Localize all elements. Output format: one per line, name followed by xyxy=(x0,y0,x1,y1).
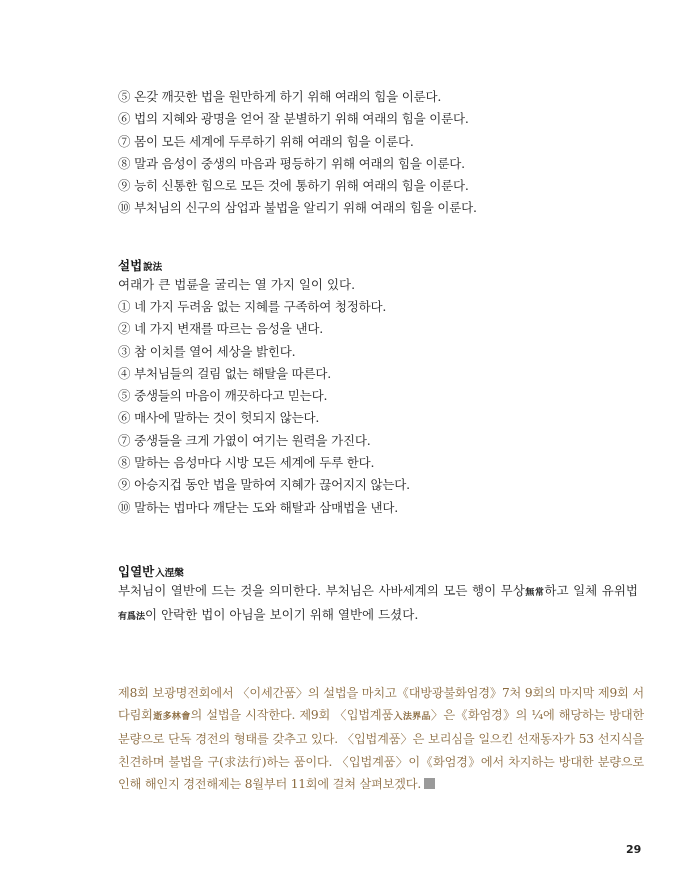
hanja-gloss: 逝多林會 xyxy=(152,712,191,723)
list-item: ⑥ 매사에 말하는 것이 헛되지 않는다. xyxy=(118,410,320,426)
list-item: ⑦ 중생들을 크게 가엾이 여기는 원력을 가진다. xyxy=(118,432,371,448)
section-heading-text: 입열반 xyxy=(118,564,155,579)
section-heading-hanja: 說法 xyxy=(143,262,163,273)
hanja-gloss: 有爲法 xyxy=(118,612,146,622)
section-heading-text: 설법 xyxy=(118,258,143,273)
paragraph-text: 하고 일체 유위법 xyxy=(544,583,638,598)
editor-note xyxy=(118,682,644,795)
list-item: ⑧ 말과 음성이 중생의 마음과 평등하기 위해 여래의 힘을 이룬다. xyxy=(118,155,465,171)
hanja-gloss: 入法界品 xyxy=(393,712,431,723)
note-text: 〉은《화엄경》의 ¼에 해당하는 방대한 분량으로 단독 경전의 형태를 갖추고 있다. 〈입법계품〉은 보리심을 일으킨 선재동자가 53 선지식을 친견하며 불법을 구(求法行)하는 품이다. 〈입법계품〉이《화엄경》에서 차지하는 방대한 분량으로 인해 해인지 경전해제는 8월부터 11회에 걸쳐 살펴보겠다. xyxy=(118,708,644,791)
list-item: ⑤ 온갖 깨끗한 법을 원만하게 하기 위해 여래의 힘을 이룬다. xyxy=(118,89,442,104)
section-heading-seolbeop xyxy=(118,256,162,274)
ipyeolban-paragraph xyxy=(118,580,638,628)
list-item: ⑩ 부처님의 신구의 삼업과 불법을 알리기 위해 여래의 힘을 이룬다. xyxy=(118,200,477,216)
list-item: ⑨ 능히 신통한 힘으로 모든 것에 통하기 위해 여래의 힘을 이룬다. xyxy=(118,178,469,194)
list-item: ⑧ 말하는 음성마다 시방 모든 세계에 두루 한다. xyxy=(118,455,375,471)
list-item: ② 네 가지 변재를 따르는 음성을 낸다. xyxy=(118,321,323,337)
list-item: ⑦ 몸이 모든 세계에 두루하기 위해 여래의 힘을 이룬다. xyxy=(118,133,414,149)
list-item: ④ 부처님들의 걸림 없는 해탈을 따른다. xyxy=(118,365,332,381)
section-intro: 여래가 큰 법륜을 굴리는 열 가지 일이 있다. xyxy=(118,277,356,292)
list-item: ⑤ 중생들의 마음이 깨끗하다고 믿는다. xyxy=(118,388,328,404)
page-number: 29 xyxy=(626,843,642,856)
paragraph-text: 이 안락한 법이 아님을 보이기 위해 열반에 드셨다. xyxy=(145,607,419,622)
seolbeop-list xyxy=(118,296,638,519)
top-list xyxy=(118,86,638,220)
list-item: ⑥ 법의 지혜와 광명을 얻어 잘 분별하기 위해 여래의 힘을 이룬다. xyxy=(118,111,469,127)
list-item: ⑨ 아승지겁 동안 법을 말하여 지혜가 끊어지지 않는다. xyxy=(118,477,410,493)
paragraph-text: 부처님이 열반에 드는 것을 의미한다. 부처님은 사바세계의 모든 행이 무상 xyxy=(118,583,525,598)
note-text: 의 설법을 시작한다. 제9회 〈입법계품 xyxy=(190,708,394,723)
note-text: 제8회 보광명전회에서 〈이세간품〉의 설법을 마치고《대방광불화엄경》7처 9회의 마지막 제9회 서다림회 xyxy=(118,686,644,723)
section-heading-hanja: 入涅槃 xyxy=(155,568,184,579)
end-mark-icon xyxy=(424,778,435,789)
list-item: ⑩ 말하는 법마다 깨닫는 도와 해탈과 삼매법을 낸다. xyxy=(118,499,398,515)
list-item: ③ 참 이치를 열어 세상을 밝힌다. xyxy=(118,343,296,359)
section-heading-ipyeolban xyxy=(118,562,184,580)
list-item: ① 네 가지 두려움 없는 지혜를 구족하여 청정하다. xyxy=(118,299,387,314)
hanja-gloss: 無常 xyxy=(524,588,545,598)
